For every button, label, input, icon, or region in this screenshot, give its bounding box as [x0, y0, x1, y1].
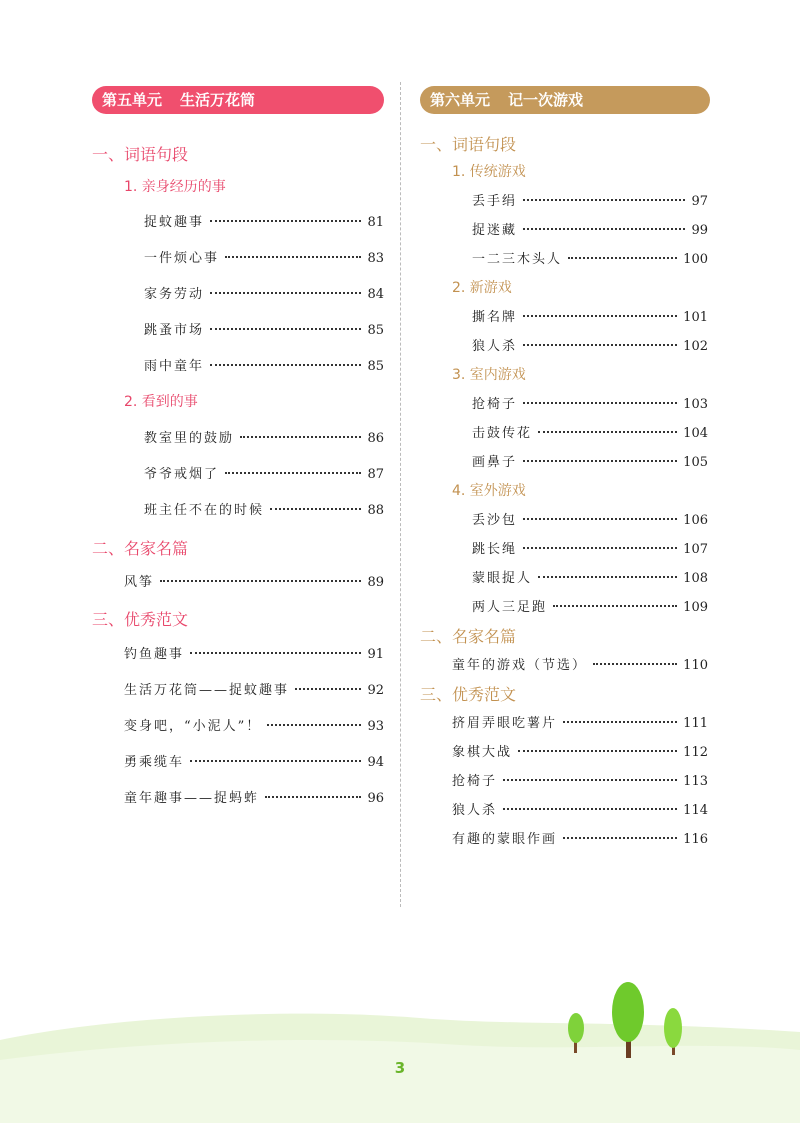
entry-title: 教室里的鼓励 — [144, 431, 235, 446]
entry-page: 91 — [367, 647, 384, 662]
entry-page: 86 — [367, 431, 384, 446]
toc-entry[interactable] — [144, 463, 384, 481]
entry-title: 有趣的蒙眼作画 — [452, 832, 558, 847]
entry-title: 丢沙包 — [472, 513, 518, 528]
dot-leader — [210, 292, 361, 294]
toc-entry[interactable] — [452, 770, 708, 788]
entry-page: 105 — [683, 455, 708, 470]
entry-title: 象棋大战 — [452, 745, 513, 760]
entry-page: 89 — [367, 575, 384, 590]
section-title: 三、优秀范文 — [420, 685, 517, 704]
entry-title: 击鼓传花 — [472, 426, 533, 441]
unit-number: 第六单元 — [430, 91, 491, 109]
toc-entry[interactable] — [452, 712, 708, 730]
dot-leader — [190, 652, 361, 654]
dot-leader — [523, 518, 677, 520]
entry-page: 116 — [683, 832, 708, 847]
entry-title: 捉蚊趣事 — [144, 215, 205, 230]
entry-page: 102 — [683, 339, 708, 354]
toc-entry[interactable] — [144, 427, 384, 445]
entry-title: 雨中童年 — [144, 359, 205, 374]
dot-leader — [210, 364, 361, 366]
entry-page: 111 — [683, 716, 708, 731]
toc-entry[interactable] — [144, 319, 384, 337]
dot-leader — [210, 328, 361, 330]
entry-title: 抢椅子 — [452, 774, 498, 789]
toc-entry[interactable] — [472, 219, 708, 237]
entry-page: 85 — [367, 323, 384, 338]
subsection-title: 3. 室内游戏 — [452, 367, 526, 383]
entry-page: 103 — [683, 397, 708, 412]
entry-page: 113 — [683, 774, 708, 789]
toc-entry[interactable] — [124, 751, 384, 769]
section-title: 二、名家名篇 — [92, 539, 189, 558]
entry-page: 112 — [683, 745, 708, 760]
toc-entry[interactable] — [124, 787, 384, 805]
entry-page: 97 — [691, 194, 708, 209]
entry-page: 99 — [691, 223, 708, 238]
entry-page: 104 — [683, 426, 708, 441]
toc-entry[interactable] — [124, 715, 384, 733]
entry-page: 94 — [367, 755, 384, 770]
entry-title: 家务劳动 — [144, 287, 205, 302]
entry-title: 爷爷戒烟了 — [144, 467, 220, 482]
section-title: 二、名家名篇 — [420, 627, 517, 646]
entry-page: 93 — [367, 719, 384, 734]
dot-leader — [538, 576, 677, 578]
entry-title: 画鼻子 — [472, 455, 518, 470]
dot-leader — [503, 808, 677, 810]
toc-entry[interactable] — [472, 509, 708, 527]
dot-leader — [523, 344, 677, 346]
dot-leader — [225, 256, 361, 258]
entry-title: 捉迷藏 — [472, 223, 518, 238]
subsection-title: 1. 传统游戏 — [452, 164, 526, 180]
toc-entry[interactable] — [144, 499, 384, 517]
toc-entry[interactable] — [144, 247, 384, 265]
entry-title: 蒙眼捉人 — [472, 571, 533, 586]
entry-page: 108 — [683, 571, 708, 586]
toc-entry[interactable] — [144, 211, 384, 229]
entry-title: 狼人杀 — [452, 803, 498, 818]
dot-leader — [523, 547, 677, 549]
column-divider — [400, 82, 401, 907]
entry-page: 88 — [367, 503, 384, 518]
toc-entry[interactable] — [472, 335, 708, 353]
entry-title: 挤眉弄眼吃薯片 — [452, 716, 558, 731]
dot-leader — [523, 199, 685, 201]
subsection-title: 2. 新游戏 — [452, 280, 512, 296]
dot-leader — [210, 220, 361, 222]
dot-leader — [523, 402, 677, 404]
entry-title: 勇乘缆车 — [124, 755, 185, 770]
dot-leader — [190, 760, 361, 762]
toc-entry[interactable] — [472, 190, 708, 208]
dot-leader — [225, 472, 361, 474]
toc-entry[interactable] — [124, 679, 384, 697]
entry-page: 110 — [683, 658, 708, 673]
dot-leader — [523, 315, 677, 317]
dot-leader — [523, 228, 685, 230]
dot-leader — [265, 796, 361, 798]
page-number: 3 — [394, 1059, 406, 1077]
entry-title: 变身吧，“小泥人”！ — [124, 719, 262, 734]
dot-leader — [267, 724, 361, 726]
entry-title: 一件烦心事 — [144, 251, 220, 266]
dot-leader — [295, 688, 361, 690]
dot-leader — [538, 431, 677, 433]
toc-entry[interactable] — [472, 567, 708, 585]
toc-entry[interactable] — [472, 306, 708, 324]
entry-title: 跳蚤市场 — [144, 323, 205, 338]
entry-page: 106 — [683, 513, 708, 528]
toc-entry[interactable] — [124, 571, 384, 589]
dot-leader — [270, 508, 361, 510]
dot-leader — [160, 580, 361, 582]
entry-title: 抢椅子 — [472, 397, 518, 412]
entry-title: 狼人杀 — [472, 339, 518, 354]
subsection-title: 4. 室外游戏 — [452, 483, 526, 499]
entry-title: 撕名牌 — [472, 310, 518, 325]
dot-leader — [518, 750, 677, 752]
entry-page: 92 — [367, 683, 384, 698]
subsection-title: 1. 亲身经历的事 — [124, 179, 226, 195]
toc-entry[interactable] — [452, 799, 708, 817]
entry-page: 96 — [367, 791, 384, 806]
dot-leader — [563, 721, 677, 723]
unit-banner — [420, 86, 710, 114]
entry-title: 一二三木头人 — [472, 252, 563, 267]
dot-leader — [568, 257, 677, 259]
entry-page: 87 — [367, 467, 384, 482]
toc-entry[interactable] — [452, 654, 708, 672]
toc-entry[interactable] — [472, 596, 708, 614]
unit-number: 第五单元 — [102, 91, 163, 109]
section-title: 三、优秀范文 — [92, 610, 189, 629]
toc-entry[interactable] — [124, 643, 384, 661]
toc-entry[interactable] — [472, 538, 708, 556]
toc-entry[interactable] — [144, 283, 384, 301]
entry-page: 114 — [683, 803, 708, 818]
entry-title: 班主任不在的时候 — [144, 503, 265, 518]
entry-page: 85 — [367, 359, 384, 374]
unit-title: 记一次游戏 — [508, 91, 584, 109]
toc-entry[interactable] — [144, 355, 384, 373]
section-title: 一、词语句段 — [420, 135, 517, 154]
entry-title: 生活万花筒——捉蚊趣事 — [124, 683, 290, 698]
unit-title: 生活万花筒 — [180, 91, 256, 109]
toc-entry[interactable] — [472, 393, 708, 411]
unit-banner — [92, 86, 384, 114]
entry-page: 83 — [367, 251, 384, 266]
toc-entry[interactable] — [472, 248, 708, 266]
entry-title: 钓鱼趣事 — [124, 647, 185, 662]
left-column — [92, 86, 384, 806]
entry-title: 丢手绢 — [472, 194, 518, 209]
entry-page: 84 — [367, 287, 384, 302]
entry-page: 81 — [367, 215, 384, 230]
toc-entry[interactable] — [452, 741, 708, 759]
toc-entry[interactable] — [452, 828, 708, 846]
entry-page: 100 — [683, 252, 708, 267]
entry-title: 童年趣事——捉蚂蚱 — [124, 791, 260, 806]
entry-title: 童年的游戏（节选） — [452, 658, 588, 673]
section-title: 一、词语句段 — [92, 145, 189, 164]
entry-title: 风筝 — [124, 575, 155, 590]
dot-leader — [563, 837, 677, 839]
dot-leader — [523, 460, 677, 462]
toc-entry[interactable] — [472, 422, 708, 440]
dot-leader — [553, 605, 677, 607]
dot-leader — [240, 436, 361, 438]
entry-page: 107 — [683, 542, 708, 557]
entry-title: 跳长绳 — [472, 542, 518, 557]
toc-entry[interactable] — [472, 451, 708, 469]
dot-leader — [593, 663, 677, 665]
entry-page: 101 — [683, 310, 708, 325]
entry-page: 109 — [683, 600, 708, 615]
subsection-title: 2. 看到的事 — [124, 394, 198, 410]
dot-leader — [503, 779, 677, 781]
right-column — [420, 86, 710, 847]
entry-title: 两人三足跑 — [472, 600, 548, 615]
